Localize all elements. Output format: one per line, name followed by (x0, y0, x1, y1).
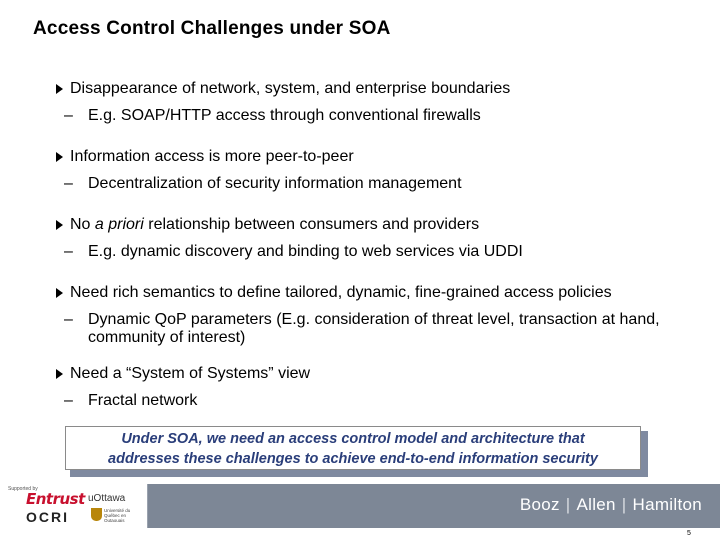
callout-line-2: addresses these challenges to achieve end-to-end information security (108, 451, 598, 467)
page-number: 5 (687, 530, 691, 537)
footer-bar (0, 484, 720, 528)
bullet-group-3 (56, 215, 716, 261)
callout-line-1: Under SOA, we need an access control model and architecture that (121, 431, 585, 447)
sub-bullet-item (58, 107, 716, 125)
logo-word-booz: Booz (519, 495, 560, 514)
bullet-text: Need a “System of Systems” view (70, 365, 311, 382)
bullet-item (56, 147, 716, 167)
entrust-logo: Entrust (26, 490, 85, 508)
supported-by-label: Supported by (8, 486, 38, 492)
booz-allen-hamilton-logo (520, 495, 702, 515)
sub-bullet-text: Dynamic QoP parameters (E.g. consideration of threat level, transaction at hand, community of interest) (88, 311, 660, 346)
sub-bullet-item (58, 175, 716, 193)
triangle-bullet-icon (56, 369, 63, 379)
sub-bullet-text: E.g. dynamic discovery and binding to web services via UDDI (88, 243, 523, 260)
bullet-group-2 (56, 147, 716, 193)
dash-icon: – (64, 107, 73, 124)
triangle-bullet-icon (56, 84, 63, 94)
logo-separator: | (565, 495, 571, 514)
logo-word-allen: Allen (576, 495, 616, 514)
ocri-logo: OCRI (26, 509, 69, 525)
bullet-item (56, 283, 716, 303)
triangle-bullet-icon (56, 220, 63, 230)
bullet-group-5 (56, 364, 716, 410)
dash-icon: – (64, 175, 73, 192)
sub-bullet-item (58, 392, 716, 410)
bullet-item (56, 364, 716, 384)
callout-box (65, 426, 641, 470)
bullet-text: Information access is more peer-to-peer (70, 148, 354, 165)
bullet-text-after: relationship between consumers and providers (143, 216, 480, 233)
bullet-list (56, 79, 716, 432)
bullet-group-4 (56, 283, 716, 347)
dash-icon: – (64, 243, 73, 260)
university-crest-icon (91, 508, 102, 521)
bullet-item (56, 215, 716, 235)
sub-bullet-text: Fractal network (88, 392, 198, 409)
bullet-group-1 (56, 79, 716, 125)
bullet-item (56, 79, 716, 99)
university-name: Université du Québec en Outaouais (104, 508, 131, 523)
bullet-text-italic: a priori (94, 216, 144, 233)
sub-bullet-text: Decentralization of security information management (88, 175, 462, 192)
logo-word-hamilton: Hamilton (632, 495, 702, 514)
dash-icon: – (64, 392, 73, 409)
bullet-text-before: No (70, 216, 95, 233)
bullet-text: Need rich semantics to define tailored, dynamic, fine-grained access policies (70, 284, 612, 301)
slide-title: Access Control Challenges under SOA (33, 18, 391, 39)
triangle-bullet-icon (56, 288, 63, 298)
dash-icon: – (64, 311, 73, 328)
bullet-text: Disappearance of network, system, and enterprise boundaries (70, 80, 511, 97)
uottawa-logo: uOttawa (88, 493, 126, 504)
sub-bullet-item (58, 243, 716, 261)
triangle-bullet-icon (56, 152, 63, 162)
sponsor-logos (0, 484, 148, 528)
sub-bullet-item (58, 311, 688, 347)
logo-separator: | (621, 495, 627, 514)
sub-bullet-text: E.g. SOAP/HTTP access through conventional firewalls (88, 107, 481, 124)
